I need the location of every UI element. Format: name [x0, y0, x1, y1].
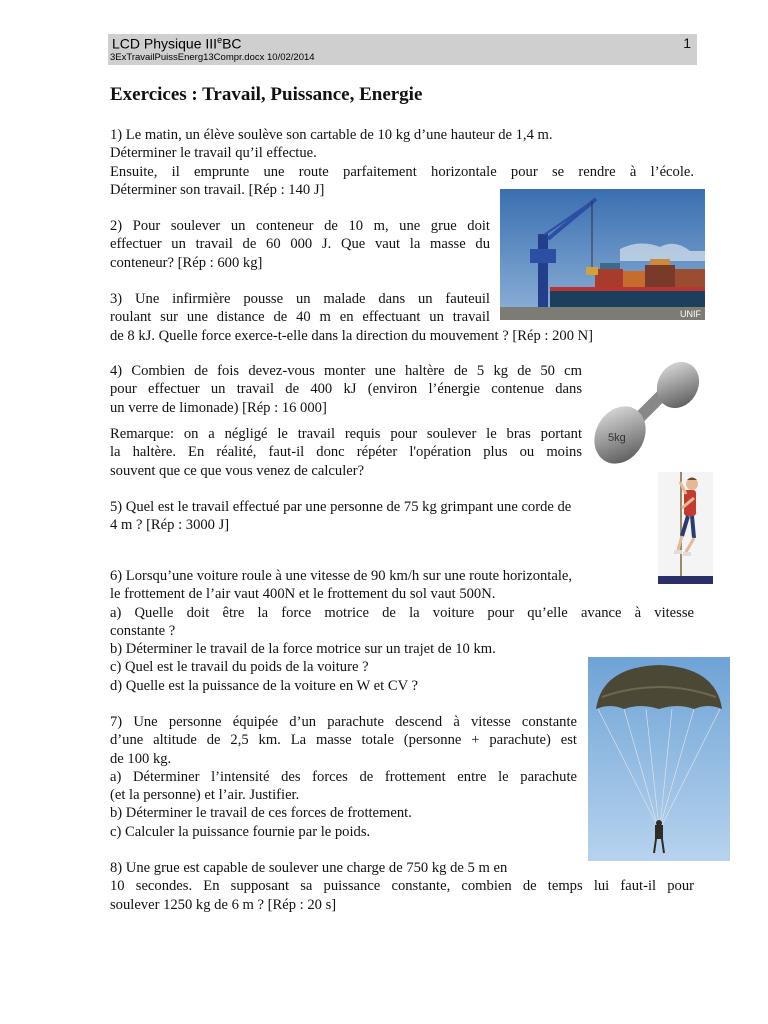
crane-ship-image — [500, 189, 705, 320]
exercise-5 — [110, 498, 650, 535]
rope-climber-icon — [658, 472, 713, 584]
ex7-line: d’une altitude de 2,5 km. La masse totale (personne + parachute) est — [110, 732, 577, 749]
ex2-line: 2) Pour soulever un conteneur de 10 m, une grue doit — [110, 218, 490, 234]
ex6-line: constante ? — [110, 622, 176, 639]
exercise-2 — [110, 217, 490, 272]
page-number: 1 — [683, 35, 691, 51]
ex7-line: c) Calculer la puissance fournie par le poids. — [110, 823, 371, 840]
ex1-line: Ensuite, il emprunte une route parfaitement horizontale pour se rendre à l’école. — [110, 163, 694, 180]
ex1-line: Déterminer le travail qu’il effectue. — [110, 145, 317, 162]
ex6-line: b) Déterminer le travail de la force motrice sur un trajet de 10 km. — [110, 641, 496, 658]
ex4-line: un verre de limonade) [Rép : 16 000] — [110, 399, 327, 416]
ex7-line: 7) Une personne équipée d’un parachute descend à vitesse constante — [110, 714, 577, 730]
file-info: 3ExTravailPuissEnerg13Compr.docx 10/02/2014 — [110, 52, 315, 63]
ex5-line: 4 m ? [Rép : 3000 J] — [110, 517, 230, 534]
svg-text:UNIF: UNIF — [680, 309, 701, 319]
ex6-line: d) Quelle est la puissance de la voiture en W et CV ? — [110, 677, 419, 694]
ex3-line: roulant sur une distance de 40 m en effectuant un travail — [110, 309, 490, 326]
remark-line: Remarque: on a négligé le travail requis pour soulever le bras portant — [110, 426, 582, 442]
svg-text:5kg: 5kg — [608, 432, 626, 444]
ex7-line: b) Déterminer le travail de ces forces de frottement. — [110, 805, 412, 822]
ex6-line: a) Quelle doit être la force motrice de la voiture pour qu’elle avance à vitesse — [110, 604, 694, 621]
ex7-line: a) Déterminer l’intensité des forces de frottement entre le parachute — [110, 768, 577, 785]
parachute-icon — [588, 657, 730, 861]
crane-ship-icon — [500, 189, 705, 320]
remark-line: la haltère. En réalité, faut-il donc répéter l'opération plus ou moins — [110, 444, 582, 461]
ex4-line: 4) Combien de fois devez-vous monter une haltère de 5 kg de 50 cm — [110, 363, 582, 379]
exercise-4 — [110, 362, 582, 417]
ex6-line: le frottement de l’air vaut 400N et le frottement du sol vaut 500N. — [110, 586, 496, 603]
ex8-line: soulever 1250 kg de 6 m ? [Rép : 20 s] — [110, 896, 337, 913]
ex7-line: de 100 kg. — [110, 750, 172, 767]
ex7-line: (et la personne) et l’air. Justifier. — [110, 787, 300, 804]
ex3-line: de 8 kJ. Quelle force exerce-t-elle dans la direction du mouvement ? [Rép : 200 N] — [110, 327, 594, 344]
course-title: LCD Physique IIIeBC — [112, 35, 242, 52]
ex4-line: pour effectuer un travail de 400 kJ (environ l’énergie contenue dans — [110, 381, 582, 398]
remark — [110, 425, 582, 480]
page-title: Exercices : Travail, Puissance, Energie — [110, 84, 423, 105]
ex2-line: conteneur? [Rép : 600 kg] — [110, 254, 263, 271]
ex2-line: effectuer un travail de 60 000 J. Que vaut la masse du — [110, 236, 490, 253]
ex5-line: 5) Quel est le travail effectué par une personne de 75 kg grimpant une corde de — [110, 499, 572, 515]
exercise-8 — [110, 859, 694, 914]
exercise-7 — [110, 713, 577, 841]
parachute-image — [588, 657, 730, 861]
ex6-line: 6) Lorsqu’une voiture roule à une vitesse de 90 km/h sur une route horizontale, — [110, 568, 573, 584]
ex1-line: 1) Le matin, un élève soulève son cartable de 10 kg d’une hauteur de 1,4 m. — [110, 127, 553, 143]
ex1-line: Déterminer son travail. [Rép : 140 J] — [110, 181, 325, 198]
ex8-line: 10 secondes. En supposant sa puissance constante, combien de temps lui faut-il pour — [110, 878, 694, 895]
rope-climber-image — [658, 472, 713, 584]
remark-line: souvent que ce que vous venez de calculer? — [110, 462, 365, 479]
dumbbell-image — [592, 355, 708, 471]
ex3-line: 3) Une infirmière pousse un malade dans un fauteuil — [110, 291, 490, 307]
ex6-line: c) Quel est le travail du poids de la voiture ? — [110, 659, 369, 676]
dumbbell-icon — [592, 355, 708, 471]
ex8-line: 8) Une grue est capable de soulever une charge de 750 kg de 5 m en — [110, 860, 508, 876]
page-header — [108, 34, 697, 65]
